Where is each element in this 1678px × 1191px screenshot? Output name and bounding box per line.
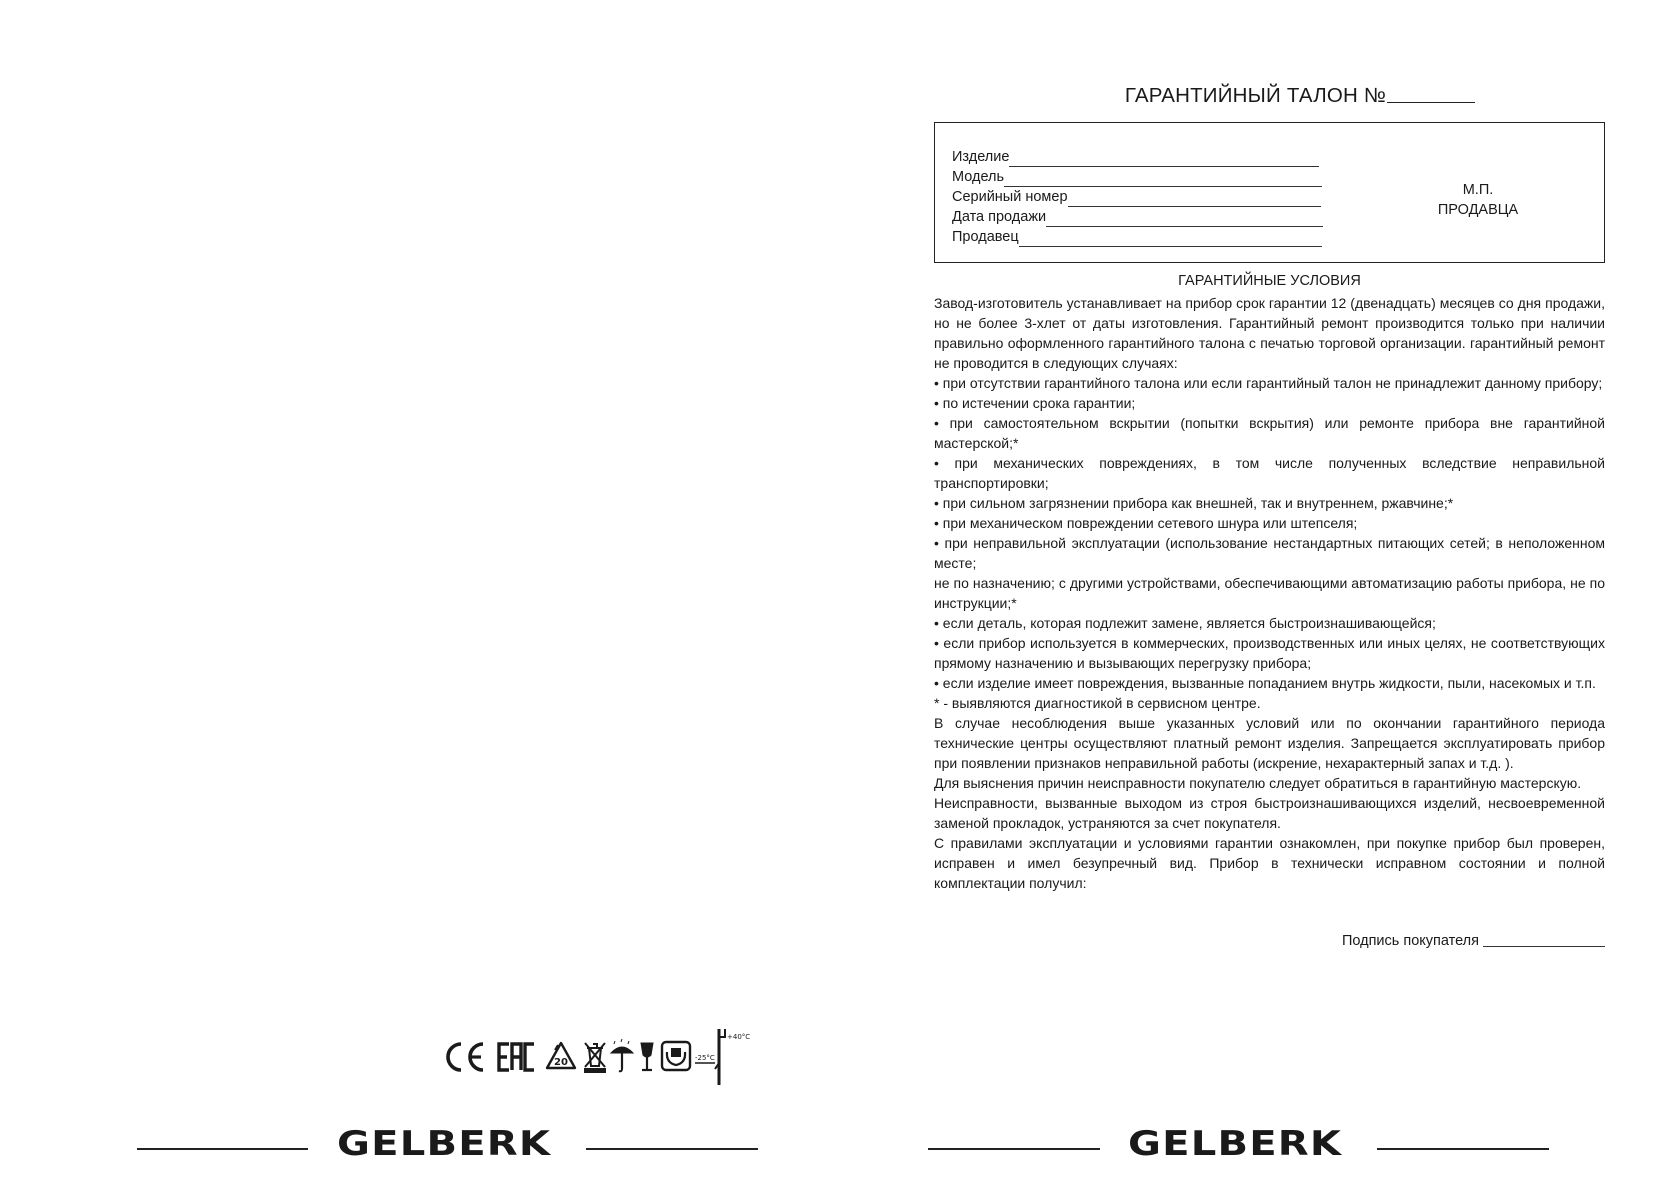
conditions-title: ГАРАНТИЙНЫЕ УСЛОВИЯ [1178,273,1361,289]
conditions-paragraph: • при механическом повреждении сетевого шнура или штепселя; [934,515,1358,531]
conditions-paragraph: Завод-изготовитель устанавливает на прибор срок гарантии 12 (двенадцать) месяцев со дня продажи, но не более 3-хлет от даты изготовления. Гарантийный ремонт производится только при наличии правильно оформленного гарантийного талона с печатью торговой организации. гарантийный ремонт не проводится в следующих случаях: [934,295,1605,371]
weee-bin-icon [585,1043,605,1072]
conditions-paragraph: • при механических повреждениях, в том числе полученных вследствие неправильной транспортировки; [934,455,1605,491]
conditions-paragraph: В случае несоблюдения выше указанных условий или по окончании гарантийного периода технические центры осуществляют платный ремонт изделия. Запрещается эксплуатировать прибор при появлении признаков неправильной работы (искрение, нехарактерный запах и т.д. ). [934,715,1605,771]
brand-logo-left: GELBERK [337,1124,552,1164]
warranty-info-box [934,122,1605,263]
conditions-paragraph: Неисправности, вызванные выходом из строя быстроизнашивающихся изделий, несвоевременной заменой прокладок, устраняются за счет покупателя. [934,795,1605,831]
conditions-paragraph: • если деталь, которая подлежит замене, является быстроизнашивающейся; [934,615,1436,631]
stamp-line-2: ПРОДАВЦА [1437,202,1519,218]
serial-number-field-line[interactable] [1068,191,1321,207]
conditions-paragraph: С правилами эксплуатации и условиями гарантии ознакомлен, при покупке прибор был проверен, исправен и имел безупречный вид. Прибор в технически исправном состоянии и полной комплектации получил: [934,835,1605,891]
recycle-code-text: 20 [554,1057,568,1068]
seller-stamp-area [1403,180,1553,220]
conditions-paragraph: не по назначению; с другими устройствами, обеспечивающими автоматизацию работы прибора, не по инструкции;* [934,575,1605,611]
temperature-limit-icon [695,1029,750,1085]
brand-logo-right: GELBERK [1128,1124,1343,1164]
seller-field-line[interactable] [1019,231,1322,247]
warranty-number-field[interactable] [1387,85,1475,103]
seller-field[interactable] [952,227,1322,247]
warranty-card-title-text: ГАРАНТИЙНЫЙ ТАЛОН № [1124,84,1387,107]
serial-number-field[interactable] [952,187,1321,207]
buyer-signature [934,933,1605,949]
certification-symbols [447,1027,757,1087]
buyer-signature-line[interactable] [1483,933,1605,947]
buyer-signature-label: Подпись покупателя [1341,933,1479,949]
model-field-label: Модель [952,169,1005,185]
conditions-paragraph: * - выявляются диагностикой в сервисном центре. [934,695,1261,711]
conditions-paragraph: Для выяснения причин неисправности покупателю следует обратиться в гарантийную мастерскую. [934,775,1582,791]
product-field-line[interactable] [1009,151,1319,167]
ce-mark-icon [447,1026,483,1070]
conditions-text [934,293,1605,893]
eac-mark-text: EAC [497,1043,500,1044]
footer-left-rule-b [586,1148,758,1150]
sale-date-field-line[interactable] [1046,211,1323,227]
warranty-card-title [935,84,1665,108]
eac-mark-icon [497,1041,534,1070]
conditions-paragraph: • при отсутствии гарантийного талона или если гарантийный талон не принадлежит данному прибору; [934,375,1603,391]
temp-min-label: -25°C [695,1054,715,1062]
fragile-icon [641,1043,653,1070]
stamp-line-1: М.П. [1462,182,1494,198]
handle-with-care-icon [662,1042,690,1070]
sale-date-field-label: Дата продажи [952,209,1047,225]
conditions-paragraph: • если изделие имеет повреждения, вызванные попаданием внутрь жидкости, пыли, насекомых и т.п. [934,675,1596,691]
conditions-paragraph: • если прибор используется в коммерческих, производственных или иных целях, не соответствующих прямому назначению и вызывающих перегрузку прибора; [934,635,1605,671]
conditions-paragraph: • по истечении срока гарантии; [934,395,1136,411]
ce-mark-text: CE [447,1027,449,1028]
sale-date-field[interactable] [952,207,1323,227]
recycle-20-icon [547,1043,575,1068]
conditions-paragraph: • при неправильной эксплуатации (использование нестандартных питающих сетей; в неположенном месте; [934,535,1605,571]
seller-field-label: Продавец [952,229,1019,245]
conditions-paragraph: • при сильном загрязнении прибора как внешней, так и внутреннем, ржавчине;* [934,495,1454,511]
conditions-paragraph: • при самостоятельном вскрытии (попытки вскрытия) или ремонте прибора вне гарантийной мастерской;* [934,415,1605,451]
product-field[interactable] [952,147,1319,167]
serial-number-field-label: Серийный номер [952,189,1068,205]
product-field-label: Изделие [952,149,1010,165]
footer-left-rule-a [137,1148,308,1150]
footer-right-rule-b [1377,1148,1549,1150]
model-field-line[interactable] [1004,171,1322,187]
footer-right-rule-a [928,1148,1100,1150]
model-field[interactable] [952,167,1322,187]
keep-dry-icon [611,1039,633,1071]
temp-max-label: +40°C [727,1033,751,1041]
